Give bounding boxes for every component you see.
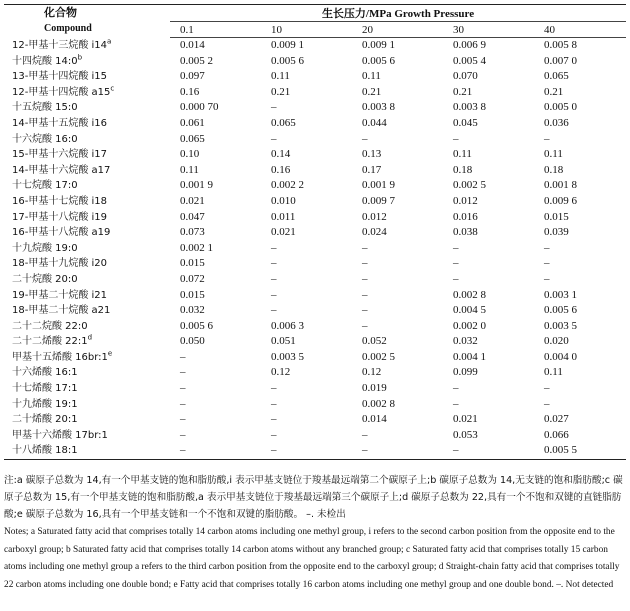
value-cell: –	[362, 304, 368, 317]
value-cell: 0.001 9	[180, 179, 213, 192]
pressure-header: 30	[443, 22, 534, 38]
table-row	[4, 365, 626, 381]
value-cell: 0.009 1	[271, 39, 304, 51]
value-cell: 0.005 4	[453, 54, 486, 67]
value-cell: –	[180, 382, 186, 395]
compound-name: 12-甲基十三烷酸 i14	[12, 39, 108, 51]
value-cell: 0.020	[544, 335, 569, 348]
value-cell: 0.015	[180, 257, 205, 270]
compound-name-cell	[4, 428, 170, 444]
value-cell: 0.005 6	[362, 54, 395, 67]
value-cell: 0.045	[453, 116, 478, 129]
value-cell: 0.21	[453, 85, 473, 98]
value-cell: 0.11	[453, 148, 472, 161]
value-cell: –	[453, 397, 459, 410]
compound-name: 二十二烯酸 22:1	[12, 336, 88, 348]
value-cell: –	[271, 413, 277, 426]
value-cell: 0.002 5	[453, 179, 486, 192]
table-body	[4, 38, 626, 460]
compound-name-cell	[4, 303, 170, 319]
value-cell: 0.019	[362, 382, 387, 395]
compound-name-cell	[4, 256, 170, 272]
compound-name: 甲基十六烯酸 17br:1	[12, 429, 108, 441]
compound-name-cell	[4, 381, 170, 397]
value-cell: 0.18	[544, 163, 564, 176]
value-cell: –	[180, 397, 186, 410]
compound-name-cell	[4, 288, 170, 304]
value-cell: –	[271, 101, 277, 114]
value-cell: 0.099	[453, 366, 478, 379]
notes-chinese: 注:a 碳原子总数为 14,有一个甲基支链的饱和脂肪酸,i 表示甲基支链位于羧基最远端第二个碳原子上;b 碳原子总数为 14,无支链的饱和脂肪酸;c 碳原子总数为 15,有一个甲基支链的饱和脂肪酸,a 表示甲基支链位于羧基最远端第三个碳原子上;d 碳原子总数为 22,具有一个不饱和双键的直链脂肪酸;e 碳原子总数为 16,具有一个甲基支链和一个不饱和双键的脂肪酸。 –. 未检出	[4, 475, 623, 520]
value-cell: 0.044	[362, 116, 387, 129]
table-row	[4, 334, 626, 350]
table-row	[4, 38, 626, 54]
value-cell: –	[544, 382, 550, 395]
value-cell: –	[453, 132, 459, 145]
value-cell: –	[544, 241, 550, 254]
value-cell: –	[544, 257, 550, 270]
value-cell: 0.002 1	[180, 241, 213, 254]
compound-name: 19-甲基二十烷酸 i21	[12, 289, 108, 301]
value-cell: 0.032	[180, 304, 205, 317]
value-cell: 0.003 5	[544, 319, 577, 332]
compound-name: 二十二烷酸 22:0	[12, 320, 88, 332]
table-row	[4, 397, 626, 413]
table-row	[4, 443, 626, 459]
table-row	[4, 241, 626, 257]
compound-name: 十六烯酸 16:1	[12, 367, 78, 379]
value-cell: 0.014	[180, 39, 205, 51]
value-cell: 0.027	[544, 413, 569, 426]
table-row	[4, 54, 626, 70]
table-row	[4, 100, 626, 116]
value-cell: –	[362, 257, 368, 270]
compound-name: 18-甲基十九烷酸 i20	[12, 258, 108, 270]
footnote-marker: e	[107, 349, 113, 358]
value-cell: 0.000 70	[180, 101, 219, 114]
value-cell: –	[443, 443, 534, 459]
compound-name-cell	[4, 350, 170, 366]
value-cell: –	[180, 366, 186, 379]
compound-name-cell	[4, 241, 170, 257]
pressure-group-header: 生长压力/MPa Growth Pressure	[170, 5, 626, 22]
value-cell: –	[180, 413, 186, 426]
value-cell: 0.005 5	[534, 443, 626, 459]
value-cell: 0.039	[544, 226, 569, 239]
value-cell: 0.009 6	[544, 194, 577, 207]
value-cell: 0.16	[180, 85, 200, 98]
value-cell: 0.21	[362, 85, 382, 98]
compound-name: 14-甲基十六烷酸 a17	[12, 164, 111, 176]
value-cell: 0.015	[544, 210, 569, 223]
value-cell: 0.005 6	[271, 54, 304, 67]
value-cell: –	[544, 132, 550, 145]
value-cell: 0.006 3	[271, 319, 304, 332]
value-cell: 0.005 6	[180, 319, 213, 332]
value-cell: 0.010	[271, 194, 296, 207]
compound-name-cell	[4, 412, 170, 428]
value-cell: 0.004 1	[453, 350, 486, 363]
value-cell: 0.065	[180, 132, 205, 145]
compound-name: 14-甲基十五烷酸 i16	[12, 117, 108, 129]
value-cell: –	[544, 272, 550, 285]
value-cell: –	[362, 319, 368, 332]
value-cell: 0.097	[180, 70, 205, 83]
compound-name: 十九烷酸 19:0	[12, 242, 78, 254]
compound-name-cell	[4, 334, 170, 350]
value-cell: –	[271, 304, 277, 317]
value-cell: –	[362, 241, 368, 254]
value-cell: 0.009 7	[362, 194, 395, 207]
value-cell: 0.002 2	[271, 179, 304, 192]
value-cell: 0.11	[544, 148, 563, 161]
compound-name: 12-甲基十四烷酸 a15	[12, 86, 111, 98]
value-cell: –	[544, 397, 550, 410]
value-cell: 0.021	[271, 226, 296, 239]
value-cell: 0.038	[453, 226, 478, 239]
value-cell: –	[271, 428, 277, 441]
value-cell: –	[271, 257, 277, 270]
value-cell: 0.005 2	[180, 54, 213, 67]
compound-name: 17-甲基十八烷酸 i19	[12, 211, 108, 223]
table-row	[4, 85, 626, 101]
table-row	[4, 272, 626, 288]
compound-name-cell	[4, 365, 170, 381]
value-cell: 0.065	[271, 116, 296, 129]
value-cell: 0.11	[271, 70, 290, 83]
value-cell: 0.003 8	[453, 101, 486, 114]
compound-name-cell	[4, 210, 170, 226]
notes-english: Notes; a Saturated fatty acid that comprises totally 14 carbon atoms including one methyl group, i refers to the second carbon position from the opposite end to the carboxyl group; b Saturated fatty acid that comprises totally 14 carbon atoms without any branched group; c Saturated fatty acid that comprises totally 15 carbon atoms including one methyl group a refers to the third carbon position from the opposite end to the carboxyl group; d Straight-chain fatty acid that comprises totally 22 carbon atoms including one double bond; e Fatty acid that comprises totally 16 carbon atoms including one methyl group and one double bond. –. Not detected	[4, 527, 620, 590]
compound-name: 十五烷酸 15:0	[12, 102, 78, 114]
value-cell: 0.004 0	[544, 350, 577, 363]
value-cell: 0.016	[453, 210, 478, 223]
table-row	[4, 303, 626, 319]
compound-name: 十七烯酸 17:1	[12, 383, 78, 395]
value-cell: 0.050	[180, 335, 205, 348]
value-cell: 0.16	[271, 163, 291, 176]
value-cell: –	[271, 288, 277, 301]
value-cell: 0.17	[362, 163, 382, 176]
value-cell: 0.009 1	[362, 39, 395, 51]
compound-name-cell	[4, 194, 170, 210]
value-cell: 0.005 6	[544, 304, 577, 317]
compound-name: 18-甲基二十烷酸 a21	[12, 305, 111, 317]
compound-name-cell	[4, 147, 170, 163]
value-cell: 0.070	[453, 70, 478, 83]
value-cell: –	[271, 382, 277, 395]
value-cell: 0.002 8	[453, 288, 486, 301]
pressure-header: 0.1	[170, 22, 261, 38]
value-cell: 0.006 9	[453, 39, 486, 51]
value-cell: 0.052	[362, 335, 387, 348]
value-cell: 0.066	[544, 428, 569, 441]
value-cell: 0.11	[544, 366, 563, 379]
value-cell: 0.014	[362, 413, 387, 426]
table-row	[4, 428, 626, 444]
value-cell: –	[453, 382, 459, 395]
table-row	[4, 381, 626, 397]
value-cell: 0.11	[362, 70, 381, 83]
value-cell: –	[362, 288, 368, 301]
value-cell: –	[362, 132, 368, 145]
compound-name-cell	[4, 443, 170, 459]
compound-name-cell	[4, 54, 170, 70]
pressure-header: 20	[352, 22, 443, 38]
compound-name-cell	[4, 38, 170, 54]
table-row	[4, 163, 626, 179]
compound-header-cn: 化合物	[44, 7, 77, 20]
compound-name-cell	[4, 85, 170, 101]
table-row	[4, 412, 626, 428]
value-cell: 0.003 5	[271, 350, 304, 363]
value-cell: 0.024	[362, 226, 387, 239]
value-cell: 0.12	[362, 366, 382, 379]
compound-name: 13-甲基十四烷酸 i15	[12, 71, 108, 83]
value-cell: –	[362, 428, 368, 441]
value-cell: –	[362, 272, 368, 285]
footnote-marker: a	[107, 37, 112, 46]
value-cell: 0.14	[271, 148, 291, 161]
footnote-marker: c	[110, 84, 115, 93]
compound-name-cell	[4, 272, 170, 288]
value-cell: 0.004 5	[453, 304, 486, 317]
table-row	[4, 178, 626, 194]
value-cell: 0.11	[180, 163, 199, 176]
fatty-acid-table	[4, 4, 626, 460]
pressure-header: 40	[534, 22, 626, 38]
compound-name: 甲基十五烯酸 16br:1	[12, 351, 108, 363]
value-cell: 0.011	[271, 210, 296, 223]
value-cell: 0.015	[180, 288, 205, 301]
compound-name: 二十烯酸 20:1	[12, 414, 78, 426]
table-row	[4, 132, 626, 148]
value-cell: –	[271, 272, 277, 285]
compound-name: 二十烷酸 20:0	[12, 273, 78, 285]
value-cell: 0.003 8	[362, 101, 395, 114]
compound-name-cell	[4, 116, 170, 132]
value-cell: 0.012	[362, 210, 387, 223]
value-cell: 0.005 0	[544, 101, 577, 114]
fatty-acid-table-wrap	[4, 4, 626, 460]
value-cell: 0.10	[180, 148, 200, 161]
compound-name-cell	[4, 132, 170, 148]
compound-name: 十九烯酸 19:1	[12, 398, 78, 410]
value-cell: 0.12	[271, 366, 291, 379]
value-cell: –	[261, 443, 352, 459]
table-row	[4, 225, 626, 241]
value-cell: –	[271, 241, 277, 254]
value-cell: 0.036	[544, 116, 569, 129]
value-cell: 0.032	[453, 335, 478, 348]
value-cell: –	[180, 350, 186, 363]
compound-name-cell	[4, 69, 170, 85]
pressure-header: 10	[261, 22, 352, 38]
value-cell: 0.061	[180, 116, 205, 129]
compound-column-header	[4, 5, 170, 38]
value-cell: –	[271, 132, 277, 145]
compound-name: 16-甲基十七烷酸 i18	[12, 195, 108, 207]
value-cell: 0.13	[362, 148, 382, 161]
value-cell: 0.007 0	[544, 54, 577, 67]
compound-name-cell	[4, 225, 170, 241]
value-cell: 0.002 8	[362, 397, 395, 410]
value-cell: 0.002 0	[453, 319, 486, 332]
table-row	[4, 210, 626, 226]
compound-name-cell	[4, 163, 170, 179]
value-cell: –	[170, 443, 261, 459]
value-cell: 0.21	[544, 85, 564, 98]
compound-header-en: Compound	[44, 23, 92, 35]
table-row	[4, 194, 626, 210]
compound-name-cell	[4, 319, 170, 335]
table-row	[4, 147, 626, 163]
compound-name: 15-甲基十六烷酸 i17	[12, 149, 108, 161]
table-row	[4, 256, 626, 272]
compound-name-cell	[4, 100, 170, 116]
value-cell: 0.021	[453, 413, 478, 426]
footnote-marker: d	[87, 333, 93, 342]
value-cell: –	[180, 428, 186, 441]
compound-name: 十六烷酸 16:0	[12, 133, 78, 145]
compound-name-cell	[4, 397, 170, 413]
value-cell: 0.053	[453, 428, 478, 441]
compound-name: 16-甲基十八烷酸 a19	[12, 227, 111, 239]
table-row	[4, 69, 626, 85]
value-cell: –	[453, 257, 459, 270]
compound-name: 十四烷酸 14:0	[12, 55, 78, 67]
table-row	[4, 319, 626, 335]
value-cell: 0.003 1	[544, 288, 577, 301]
value-cell: 0.002 5	[362, 350, 395, 363]
compound-name: 十七烷酸 17:0	[12, 180, 78, 192]
value-cell: –	[453, 272, 459, 285]
value-cell: –	[453, 241, 459, 254]
table-row	[4, 350, 626, 366]
value-cell: 0.012	[453, 194, 478, 207]
value-cell: 0.21	[271, 85, 291, 98]
value-cell: 0.072	[180, 272, 205, 285]
compound-name: 十八烯酸 18:1	[12, 445, 78, 457]
footnote-marker: b	[77, 53, 83, 62]
value-cell: 0.047	[180, 210, 205, 223]
table-row	[4, 116, 626, 132]
value-cell: 0.001 9	[362, 179, 395, 192]
value-cell: 0.001 8	[544, 179, 577, 192]
value-cell: –	[352, 443, 443, 459]
compound-name-cell	[4, 178, 170, 194]
table-notes	[4, 472, 626, 594]
value-cell: –	[271, 397, 277, 410]
value-cell: 0.073	[180, 226, 205, 239]
table-row	[4, 288, 626, 304]
value-cell: 0.005 8	[544, 39, 577, 51]
value-cell: 0.021	[180, 194, 205, 207]
value-cell: 0.065	[544, 70, 569, 83]
value-cell: 0.051	[271, 335, 296, 348]
value-cell: 0.18	[453, 163, 473, 176]
